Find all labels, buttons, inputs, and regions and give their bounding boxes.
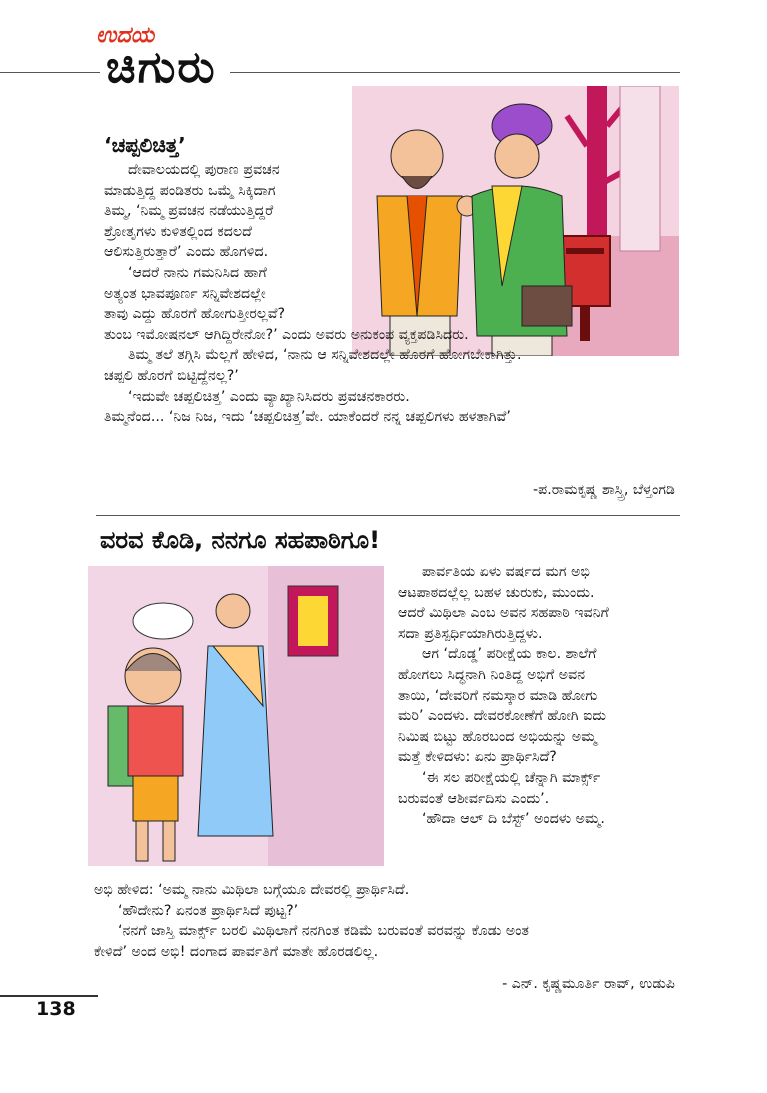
story1-line: ‘ಇದುವೇ ಚಪ್ಪಲಿಚಿತ್ತ’ ಎಂದು ವ್ಯಾಖ್ಯಾನಿಸಿದರು ಪ್ರವಚನಕಾರರು. — [128, 388, 410, 405]
story1-line: ಶ್ರೋತೃಗಳು ಕುಳಿತಲ್ಲಿಂದ ಕದಲದೆ — [104, 223, 252, 240]
story2-line: ತಾಯಿ, ‘ದೇವರಿಗೆ ನಮಸ್ಕಾರ ಮಾಡಿ ಹೋಗು — [398, 687, 598, 704]
story1-line: ತಿಮ್ಮ, ‘ನಿಮ್ಮ ಪ್ರವಚನ ನಡೆಯುತ್ತಿದ್ದರೆ — [104, 203, 274, 220]
story2-line: ಅಭಿ ಹೇಳಿದ: ‘ಅಮ್ಮ ನಾನು ಮಿಥಿಲಾ ಬಗ್ಗೆಯೂ ದೇವರಲ್ಲಿ ಪ್ರಾರ್ಥಿಸಿದೆ. — [94, 882, 410, 898]
story2-line: ಕೇಳಿದೆ’ ಅಂದ ಅಭಿ! ದಂಗಾದ ಪಾರ್ವತಿಗೆ ಮಾತೇ ಹೊರಡಲಿಲ್ಲ. — [94, 943, 379, 960]
cartoon-boy-praying-mother — [88, 566, 384, 866]
story2-author: - ಎನ್. ಕೃಷ್ಣಮೂರ್ತಿ ರಾವ್, ಉಡುಪಿ — [502, 976, 675, 992]
story2-line: ಮತ್ತೆ ಕೇಳಿದಳು: ಏನು ಪ್ರಾರ್ಥಿಸಿದೆ? — [398, 749, 557, 766]
page-number-rule — [0, 995, 98, 997]
story1-author: -ಪ.ರಾಮಕೃಷ್ಣ ಶಾಸ್ತ್ರಿ, ಬೆಳ್ತಂಗಡಿ — [533, 482, 675, 498]
story1-line: ಅತ್ಯಂತ ಭಾವಪೂರ್ಣ ಸನ್ನಿವೇಶದಲ್ಲೇ — [104, 285, 266, 302]
brand-logo: ಉದಯ — [96, 22, 155, 48]
header-rule-left — [0, 72, 100, 73]
story1-line: ತಿಮ್ಮನೆಂದ... ‘ನಿಜ ನಿಜ, ಇದು ‘ಚಪ್ಪಲಿಚಿತ್ತ’ವೇ. ಯಾಕೆಂದರೆ ನನ್ನ ಚಪ್ಪಲಿಗಳು ಹಳತಾಗಿವೆ’ — [104, 409, 511, 426]
story2-line: ‘ಈ ಸಲ ಪರೀಕ್ಷೆಯಲ್ಲಿ ಚೆನ್ನಾಗಿ ಮಾರ್ಕ್ಸ್ — [422, 769, 601, 786]
story2-body-full — [94, 880, 529, 962]
story1-line: ಆಲಿಸುತ್ತಿರುತ್ತಾರೆ’ ಎಂದು ಹೊಗಳಿದ. — [104, 244, 269, 261]
story2-line: ಆಟಪಾಠದಲ್ಲೆಲ್ಲ ಬಹಳ ಚುರುಕು, ಮುಂದು. — [398, 584, 595, 601]
story2-line: ‘ಹೌದಾ ಆಲ್ ದಿ ಬೆಸ್ಟ್’ ಅಂದಳು ಅಮ್ಮ. — [422, 811, 605, 828]
story2-line: ಪಾರ್ವತಿಯ ಏಳು ವರ್ಷದ ಮಗ ಅಭಿ — [422, 564, 591, 580]
story2-title: ವರವ ಕೊಡಿ, ನನಗೂ ಸಹಪಾಠಿಗೂ! — [100, 526, 381, 554]
story2-line: ಹೋಗಲು ಸಿದ್ಧನಾಗಿ ನಿಂತಿದ್ದ ಅಭಿಗೆ ಅವನ — [398, 666, 586, 683]
page-number: 138 — [36, 998, 76, 1020]
story1-line: ದೇವಾಲಯದಲ್ಲಿ ಪುರಾಣ ಪ್ರವಚನ — [128, 162, 280, 178]
story1-body — [104, 160, 521, 428]
section-divider — [96, 515, 680, 516]
story1-line: ತಾವು ಎದ್ದು ಹೊರಗೆ ಹೋಗುತ್ತೀರಲ್ಲವೆ? — [104, 306, 286, 323]
story2-line: ‘ಹೌದೇನು? ಏನಂತ ಪ್ರಾರ್ಥಿಸಿದೆ ಪುಟ್ಟ?’ — [118, 902, 299, 919]
story2-line: ಮರಿ’ ಎಂದಳು. ದೇವರಕೋಣೆಗೆ ಹೋಗಿ ಐದು — [398, 708, 607, 725]
story2-line: ಸದಾ ಪ್ರತಿಸ್ಪರ್ಧಿಯಾಗಿರುತ್ತಿದ್ದಳು. — [398, 625, 543, 642]
story1-line: ತಿಮ್ಮ ತಲೆ ತಗ್ಗಿಸಿ ಮೆಲ್ಲಗೆ ಹೇಳಿದ, ‘ನಾನು ಆ ಸನ್ನಿವೇಶದಲ್ಲೇ ಹೊರಗೆ ಹೋಗಬೇಕಾಗಿತ್ತು. — [128, 347, 522, 364]
story1-line: ತುಂಬ ಇಮೋಷನಲ್ ಆಗಿದ್ದಿರೇನೋ?’ ಎಂದು ಅವರು ಅನುಕಂಪ ವ್ಯಕ್ತಪಡಿಸಿದರು. — [104, 326, 469, 343]
story2-line: ಆದರೆ ಮಿಥಿಲಾ ಎಂಬ ಅವನ ಸಹಪಾಠಿ ಇವನಿಗೆ — [398, 605, 609, 622]
story2-line: ‘ನನಗೆ ಜಾಸ್ತಿ ಮಾರ್ಕ್ಸ್ ಬರಲಿ ಮಿಥಿಲಾಗೆ ನನಗಿಂತ ಕಡಿಮೆ ಬರುವಂತೆ ವರವನ್ನು ಕೊಡು ಅಂತ — [118, 923, 529, 940]
story1-line: ‘ಆದರೆ ನಾನು ಗಮನಿಸಿದ ಹಾಗೆ — [128, 264, 267, 281]
story2-line: ನಿಮಿಷ ಬಿಟ್ಟು ಹೊರಬಂದ ಅಭಿಯನ್ನು ಅಮ್ಮ — [398, 728, 597, 745]
story1-line: ಚಪ್ಪಲಿ ಹೊರಗೆ ಬಿಟ್ಟಿದ್ದೆನಲ್ಲ?’ — [104, 367, 239, 384]
story1-line: ಮಾಡುತ್ತಿದ್ದ ಪಂಡಿತರು ಒಮ್ಮೆ ಸಿಕ್ಕಿದಾಗ — [104, 182, 276, 199]
section-title: ಚಿಗುರು — [106, 42, 217, 93]
header-rule-right — [230, 72, 680, 73]
story2-body-right — [398, 562, 609, 830]
story2-line: ಬರುವಂತೆ ಆಶೀರ್ವದಿಸು ಎಂದು’. — [398, 790, 550, 807]
story2-line: ಆಗ ‘ದೊಡ್ಡ’ ಪರೀಕ್ಷೆಯ ಕಾಲ. ಶಾಲೆಗೆ — [422, 646, 597, 663]
story1-title: ‘ಚಪ್ಪಲಿಚಿತ್ತ’ — [104, 133, 186, 157]
